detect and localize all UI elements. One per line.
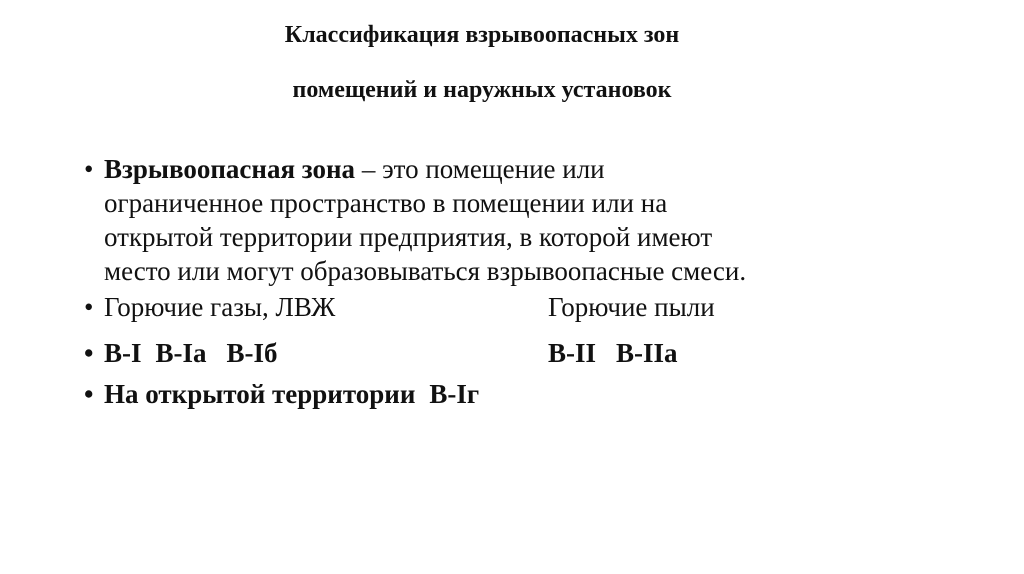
definition-line-4: место или могут образовываться взрывоопасные смеси. <box>104 256 747 286</box>
dust-label: Горючие пыли <box>548 292 715 322</box>
dust-codes <box>548 336 678 370</box>
definition-line-3: открытой территории предприятия, в которой имеют <box>104 222 713 252</box>
bullet-dot: • <box>84 292 94 322</box>
gas-code-1: В-I <box>104 338 142 368</box>
open-territory-code: В-Iг <box>429 379 480 409</box>
open-territory-text <box>104 377 479 411</box>
definition-line-1 <box>104 152 746 186</box>
bullet-dot: • <box>84 338 94 368</box>
definition-term: Взрывоопасная зона <box>104 154 356 184</box>
gas-codes <box>104 336 278 370</box>
gas-code-3: В-Iб <box>226 338 278 368</box>
gases-label: Горючие газы, ЛВЖ <box>104 292 336 322</box>
dust-code-1: В-II <box>548 338 597 368</box>
gas-code-2: В-Iа <box>155 338 207 368</box>
definition-text <box>104 152 746 288</box>
definition-line-2: ограниченное пространство в помещении или на <box>104 188 668 218</box>
bullet-dot: • <box>84 154 94 184</box>
definition-line-1-rest: – это помещение или <box>355 154 605 184</box>
slide-title-line-2: помещений и наружных установок <box>292 77 672 103</box>
open-territory-label: На открытой территории <box>104 379 416 409</box>
slide-title-line-1: Классификация взрывоопасных зон <box>284 22 680 48</box>
bullet-dot: • <box>84 379 94 409</box>
dust-code-2: В-IIа <box>616 338 678 368</box>
